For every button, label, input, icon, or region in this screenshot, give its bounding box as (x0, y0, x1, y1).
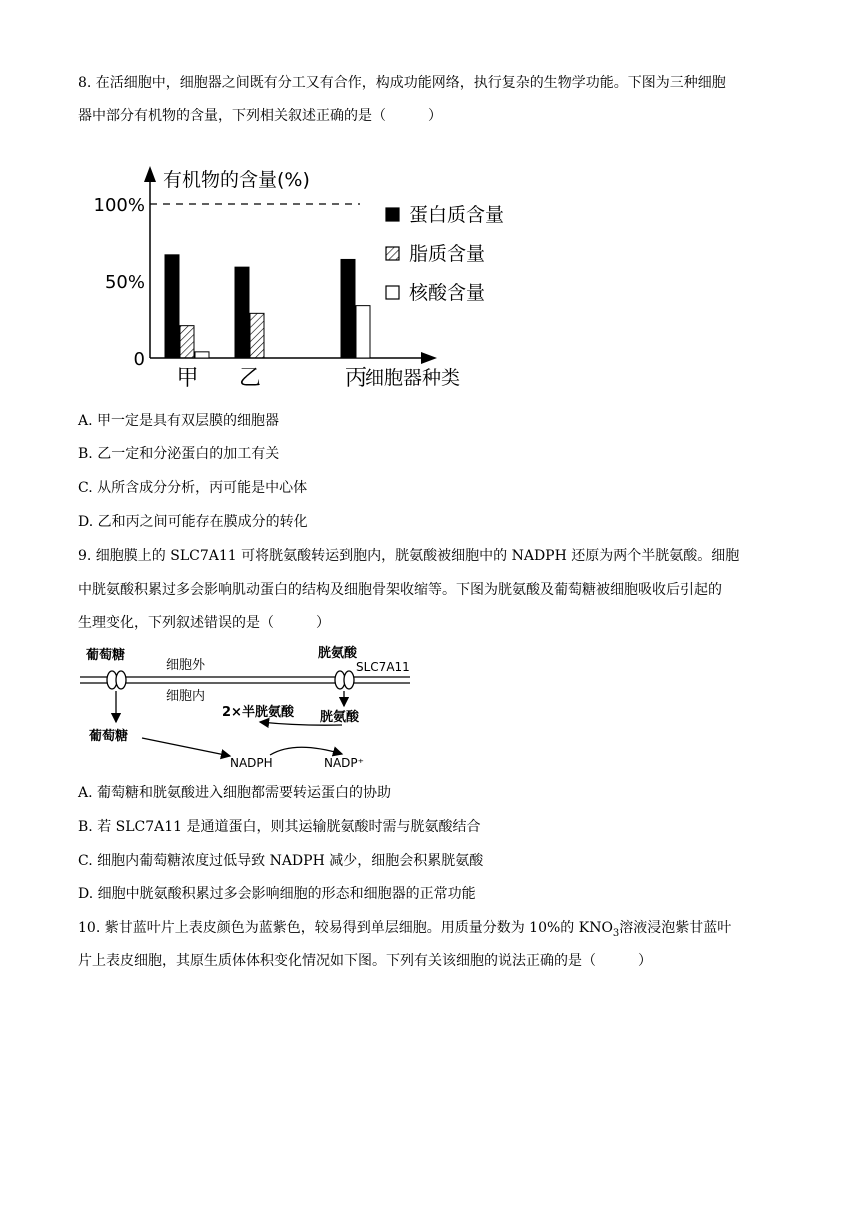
q8-stem-line-2 (78, 106, 442, 126)
q10-stem-line-2 (78, 951, 652, 971)
q8-option-a: A. 甲一定是具有双层膜的细胞器 (78, 413, 280, 429)
bar-chart (85, 160, 525, 392)
x-tick-label: 甲 (176, 366, 199, 391)
q10-stem-text: 10. 紫甘蓝叶片上表皮颜色为蓝紫色，较易得到单层细胞。用质量分数为 10%的 KNO (78, 920, 613, 936)
glucose-transporter-icon (107, 671, 126, 689)
nadph-to-nadp-arrow (270, 747, 342, 755)
y-axis-arrow (144, 166, 156, 182)
kno3-subscript: 3 (612, 927, 620, 939)
glucose-to-nadph-arrow (142, 738, 230, 756)
legend-label: 蛋白质含量 (409, 204, 505, 226)
q8-option-b: B. 乙一定和分泌蛋白的加工有关 (78, 446, 280, 462)
bar-丙-蛋白质含量 (341, 259, 355, 358)
legend-label: 核酸含量 (409, 282, 486, 304)
x-tick-label: 丙 (344, 366, 368, 391)
q10-paren-close: ） (638, 953, 652, 969)
glucose-inside-label: 葡萄糖 (89, 729, 129, 744)
nadph-label: NADPH (230, 756, 273, 770)
bar-丙-核酸含量 (356, 306, 370, 358)
bar-甲-核酸含量 (195, 352, 209, 358)
y-tick-label: 100% (93, 195, 145, 216)
q9-stem-line-2: 中胱氨酸积累过多会影响肌动蛋白的结构及细胞骨架收缩等。下图为胱氨酸及葡萄糖被细胞吸收后引起的 (78, 582, 722, 598)
legend-swatch-white (386, 286, 399, 299)
q9-stem-text: 生理变化，下列叙述错误的是（ (78, 615, 274, 631)
outside-label: 细胞外 (166, 658, 206, 673)
slc7a11-transporter-icon (335, 671, 354, 689)
q10-stem-tail: 溶液浸泡紫甘蓝叶 (619, 920, 732, 936)
legend-swatch-solid-black (386, 208, 399, 221)
bar-甲-蛋白质含量 (165, 255, 179, 358)
x-tick-label: 乙 (238, 366, 262, 391)
q9-paren-close: ） (316, 615, 330, 631)
bar-乙-蛋白质含量 (235, 267, 249, 358)
q9-option-d: D. 细胞中胱氨酸积累过多会影响细胞的形态和细胞器的正常功能 (78, 886, 476, 902)
y-axis-label: 有机物的含量(%) (163, 169, 310, 191)
legend-label: 脂质含量 (409, 243, 486, 265)
q8-stem-text: 器中部分有机物的含量，下列相关叙述正确的是（ (78, 108, 386, 124)
q9-option-a: A. 葡萄糖和胱氨酸进入细胞都需要转运蛋白的协助 (78, 785, 392, 801)
q9-stem-line-3 (78, 613, 330, 633)
legend-swatch-hatched (386, 247, 399, 260)
q8-option-d: D. 乙和丙之间可能存在膜成分的转化 (78, 514, 308, 530)
x-axis-arrow (421, 352, 437, 364)
y-tick-label: 0 (133, 349, 145, 370)
q9-option-c: C. 细胞内葡萄糖浓度过低导致 NADPH 减少，细胞会积累胱氨酸 (78, 853, 484, 869)
q10-stem-text-2: 片上表皮细胞，其原生质体体积变化情况如下图。下列有关该细胞的说法正确的是（ (78, 953, 596, 969)
q10-stem-line-1 (78, 918, 731, 938)
slc7a11-label: SLC7A11 (356, 660, 410, 674)
q9-option-b: B. 若 SLC7A11 是通道蛋白，则其运输胱氨酸时需与胱氨酸结合 (78, 819, 481, 835)
cysteine-label: 2×半胱氨酸 (222, 705, 294, 720)
cystine-inside-label: 胱氨酸 (320, 710, 360, 725)
bar-乙-脂质含量 (250, 313, 264, 358)
cystine-outside-label: 胱氨酸 (318, 646, 358, 661)
q8-option-c: C. 从所含成分分析，丙可能是中心体 (78, 480, 308, 496)
nadp-label: NADP⁺ (324, 756, 364, 770)
q8-paren-close: ） (428, 108, 442, 124)
cell-diagram (80, 642, 420, 774)
glucose-outside-label: 葡萄糖 (86, 648, 126, 663)
bar-甲-脂质含量 (180, 326, 194, 358)
q9-stem-line-1: 9. 细胞膜上的 SLC7A11 可将胱氨酸转运到胞内，胱氨酸被细胞中的 NADPH 还原为两个半胱氨酸。细胞 (78, 548, 740, 564)
q8-stem-line-1: 8. 在活细胞中，细胞器之间既有分工又有合作，构成功能网络，执行复杂的生物学功能。下图为三种细胞 (78, 75, 726, 91)
x-axis-label: 细胞器种类 (365, 367, 461, 389)
y-tick-label: 50% (104, 272, 145, 293)
inside-label: 细胞内 (166, 689, 206, 704)
